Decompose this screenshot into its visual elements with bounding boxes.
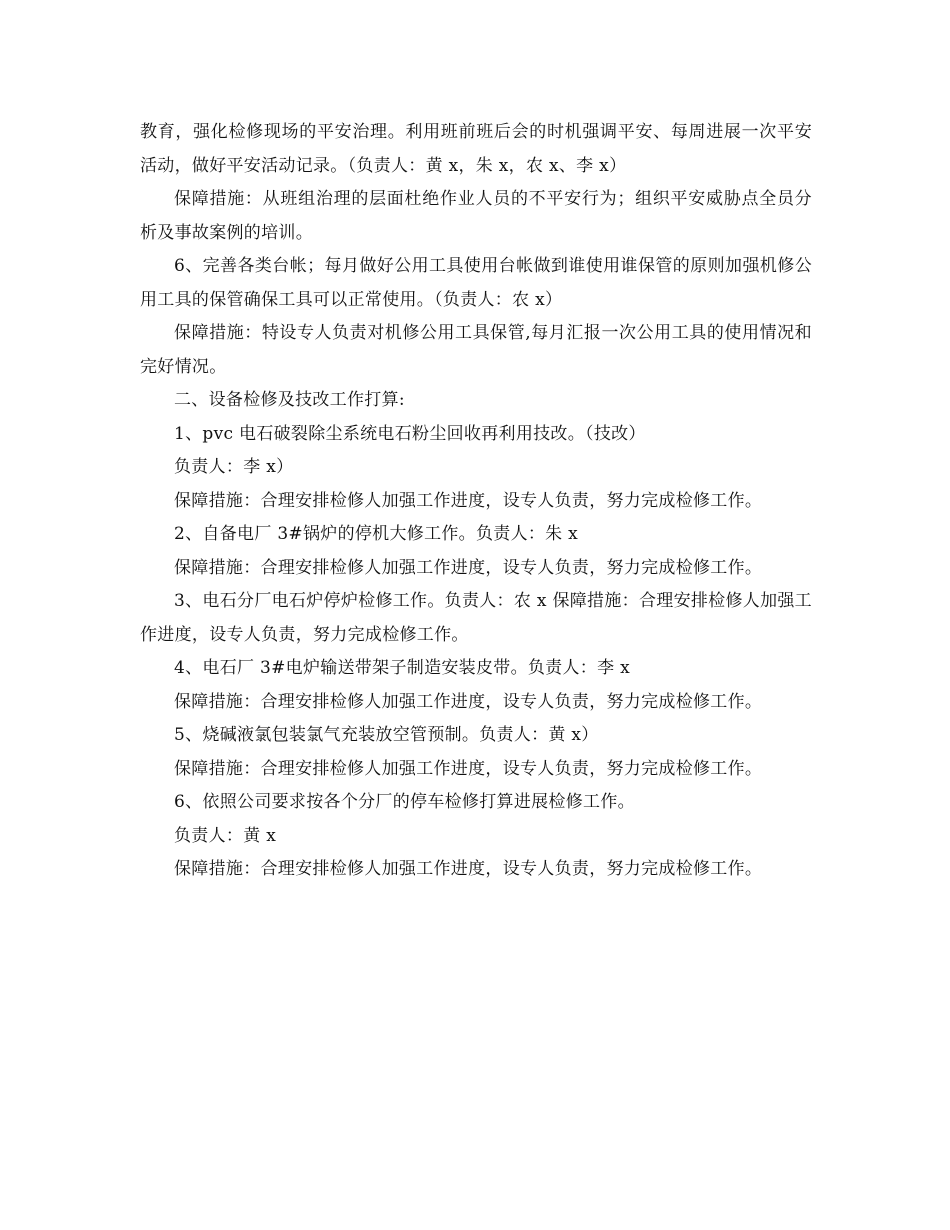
paragraph-8: 保障措施：合理安排检修人加强工作进度，设专人负责，努力完成检修工作。 xyxy=(174,490,763,511)
paragraph-3: 6、完善各类台帐；每月做好公用工具使用台帐做到谁使用谁保管的原则加强机修公用工具的保管确保工具可以正常使用。（负责人：农 x） xyxy=(140,256,812,310)
paragraph-1: 教育，强化检修现场的平安治理。利用班前班后会的时机强调平安、每周进展一次平安活动，做好平安活动记录。（负责人：黄 x，朱 x，农 x、李 x） xyxy=(140,122,812,176)
paragraph-10: 保障措施：合理安排检修人加强工作进度，设专人负责，努力完成检修工作。 xyxy=(174,557,763,578)
section-heading: 二、设备检修及技改工作打算: xyxy=(174,390,405,410)
paragraph-16: 6、依照公司要求按各个分厂的停车检修打算进展检修工作。 xyxy=(174,792,635,812)
paragraph-7: 负责人：李 x） xyxy=(174,457,294,477)
paragraph-4: 保障措施：特设专人负责对机修公用工具保管,每月汇报一次公用工具的使用情况和完好情况。 xyxy=(140,323,812,377)
paragraph-12: 4、电石厂 3#电炉输送带架子制造安装皮带。负责人：李 x xyxy=(174,658,630,678)
paragraph-6: 1、pvc 电石破裂除尘系统电石粉尘回收再利用技改。（技改） xyxy=(174,423,646,444)
paragraph-9: 2、自备电厂 3#锅炉的停机大修工作。负责人：朱 x xyxy=(174,524,579,544)
paragraph-17: 负责人：黄 x xyxy=(174,825,277,846)
paragraph-18: 保障措施：合理安排检修人加强工作进度，设专人负责，努力完成检修工作。 xyxy=(174,859,763,879)
document-body xyxy=(140,116,812,887)
paragraph-13: 保障措施：合理安排检修人加强工作进度，设专人负责，努力完成检修工作。 xyxy=(174,691,763,712)
paragraph-15: 保障措施：合理安排检修人加强工作进度，设专人负责，努力完成检修工作。 xyxy=(174,758,763,779)
paragraph-2: 保障措施：从班组治理的层面杜绝作业人员的不平安行为；组织平安威胁点全员分析及事故案例的培训。 xyxy=(140,189,812,243)
paragraph-14: 5、烧碱液氯包装氯气充装放空管预制。负责人：黄 x） xyxy=(174,725,599,745)
paragraph-11: 3、电石分厂电石炉停炉检修工作。负责人：农 x 保障措施：合理安排检修人加强工作进度，设专人负责，努力完成检修工作。 xyxy=(140,591,812,645)
